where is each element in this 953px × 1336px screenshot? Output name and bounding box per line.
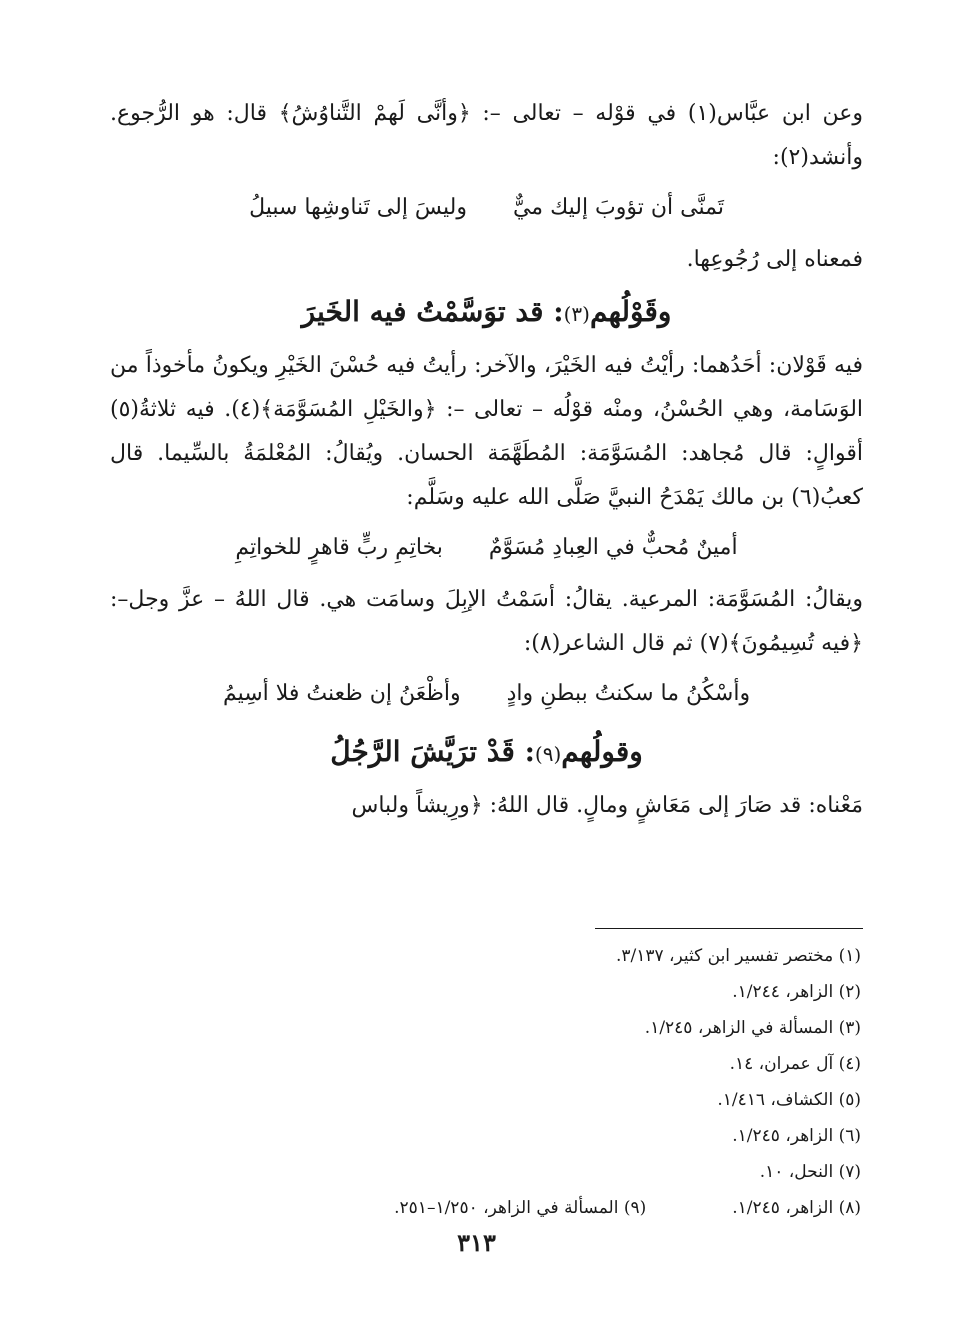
paragraph-musawwama: ويقالُ: المُسَوَّمَة: المرعية. يقالُ: أسَمْتُ الإبِلَ وسامَت هي. قال اللهُ – عزَّ وجل–: ﴿فيه تُسِيمُونَ﴾(٧) ثم قال الشاعر(٨):: [110, 587, 863, 656]
verse-first-hemistich: أمينٌ مُحبٌّ في العِبادِ مُسَوَّمٌ: [488, 535, 738, 560]
main-text: [110, 92, 863, 828]
heading-lead: وقولُهم: [561, 735, 643, 768]
paragraph-ibn-abbas: وعن ابن عبَّاس(١) في قوْله – تعالى –: ﴿وأنَّى لَهمْ التَّناوُشُ﴾ قال: هو الرُّجوع. وأنشد(٢):: [110, 101, 863, 170]
heading-phrase: : قد توَسَّمْتُ فيه الخَيرَ: [301, 295, 564, 328]
footnote-4: (٤) آل عمران، ١٤.: [729, 1054, 861, 1074]
verse-amin: [110, 520, 863, 576]
heading-phrase: : قَدْ ترَيَّشَ الرَّجُلُ: [330, 735, 535, 768]
verse-second-hemistich: وليسَ إلى تَناوشِها سبيلُ: [249, 195, 467, 220]
footnote-1: (١) مختصر تفسير ابن كثير، ٣/١٣٧.: [615, 946, 861, 966]
heading-footnote-ref: (٩): [534, 742, 562, 766]
section-heading-tawassamtu: [110, 288, 863, 338]
footnote-3: (٣) المسألة في الزاهر، ١/٢٤٥.: [644, 1018, 861, 1038]
verse-first-hemistich: وأسْكُنُ ما سكنتُ ببطنِ وادٍ: [506, 681, 751, 706]
paragraph-two-opinions: فيه قَوْلان: أحَدُهما: رأيْتُ فيه الخَيْرَ، والآخر: رأيتُ فيه حُسْنَ الخَيْرِ ويكونُ مأخوذاً من الوَسَامة، وهي الحُسْنُ، ومنْه قوْلُه – تعالى –: ﴿والخَيْلِ المُسَوَّمَة﴾(٤). فيه ثلاثةُ(٥) أقوالٍ: قال مُجاهد: المُسَوَّمَة: المُطَهَّمَة الحسان. ويُقالُ: المُعْلمَةُ بالسِّيما. قال كعبُ(٦) بن مالك يَمْدَحُ النبيَّ صَلَّى الله عليه وسَلَّم:: [110, 353, 864, 510]
page-number: ٣١٣: [457, 1228, 496, 1257]
footnotes: [110, 938, 861, 1226]
footnote-9: (٩) المسألة في الزاهر، ١/٢٥٠–٢٥١.: [394, 1198, 647, 1218]
footnote-2: (٢) الزاهر، ١/٢٤٤.: [732, 982, 861, 1002]
heading-footnote-ref: (٣): [563, 302, 590, 326]
verse-askunu: [110, 666, 863, 722]
paragraph-meaning: فمعناه إلى رُجُوعِها.: [686, 247, 863, 272]
footnote-7: (٧) النحل، ١٠.: [759, 1162, 861, 1182]
footnote-8: (٨) الزاهر، ١/٢٤٥.: [732, 1198, 861, 1218]
verse-second-hemistich: وأظْعَنُ إن ظعنتُ فلا أسِيمُ: [222, 681, 461, 706]
footnote-divider: [595, 928, 863, 929]
footnote-row-8-9: [110, 1190, 861, 1226]
footnote-5: (٥) الكشاف، ١/٤١٦.: [717, 1090, 861, 1110]
verse-second-hemistich: بخاتِمِ ربٍّ قاهرٍ للخواتِمِ: [235, 535, 443, 560]
paragraph-maaash: مَعْناه: قد صَارَ إلى مَعَاشٍ ومالٍ. قال اللهُ: ﴿ورِيشاً ولباس: [351, 793, 863, 818]
section-heading-tarayyasha: [110, 728, 863, 778]
verse-tamanna: [110, 180, 863, 236]
heading-lead: وقَوْلُهم: [589, 295, 672, 328]
footnote-6: (٦) الزاهر، ١/٢٤٥.: [732, 1126, 861, 1146]
verse-first-hemistich: تَمنَّى أن تؤوبَ إليك ميٌّ: [512, 195, 724, 220]
